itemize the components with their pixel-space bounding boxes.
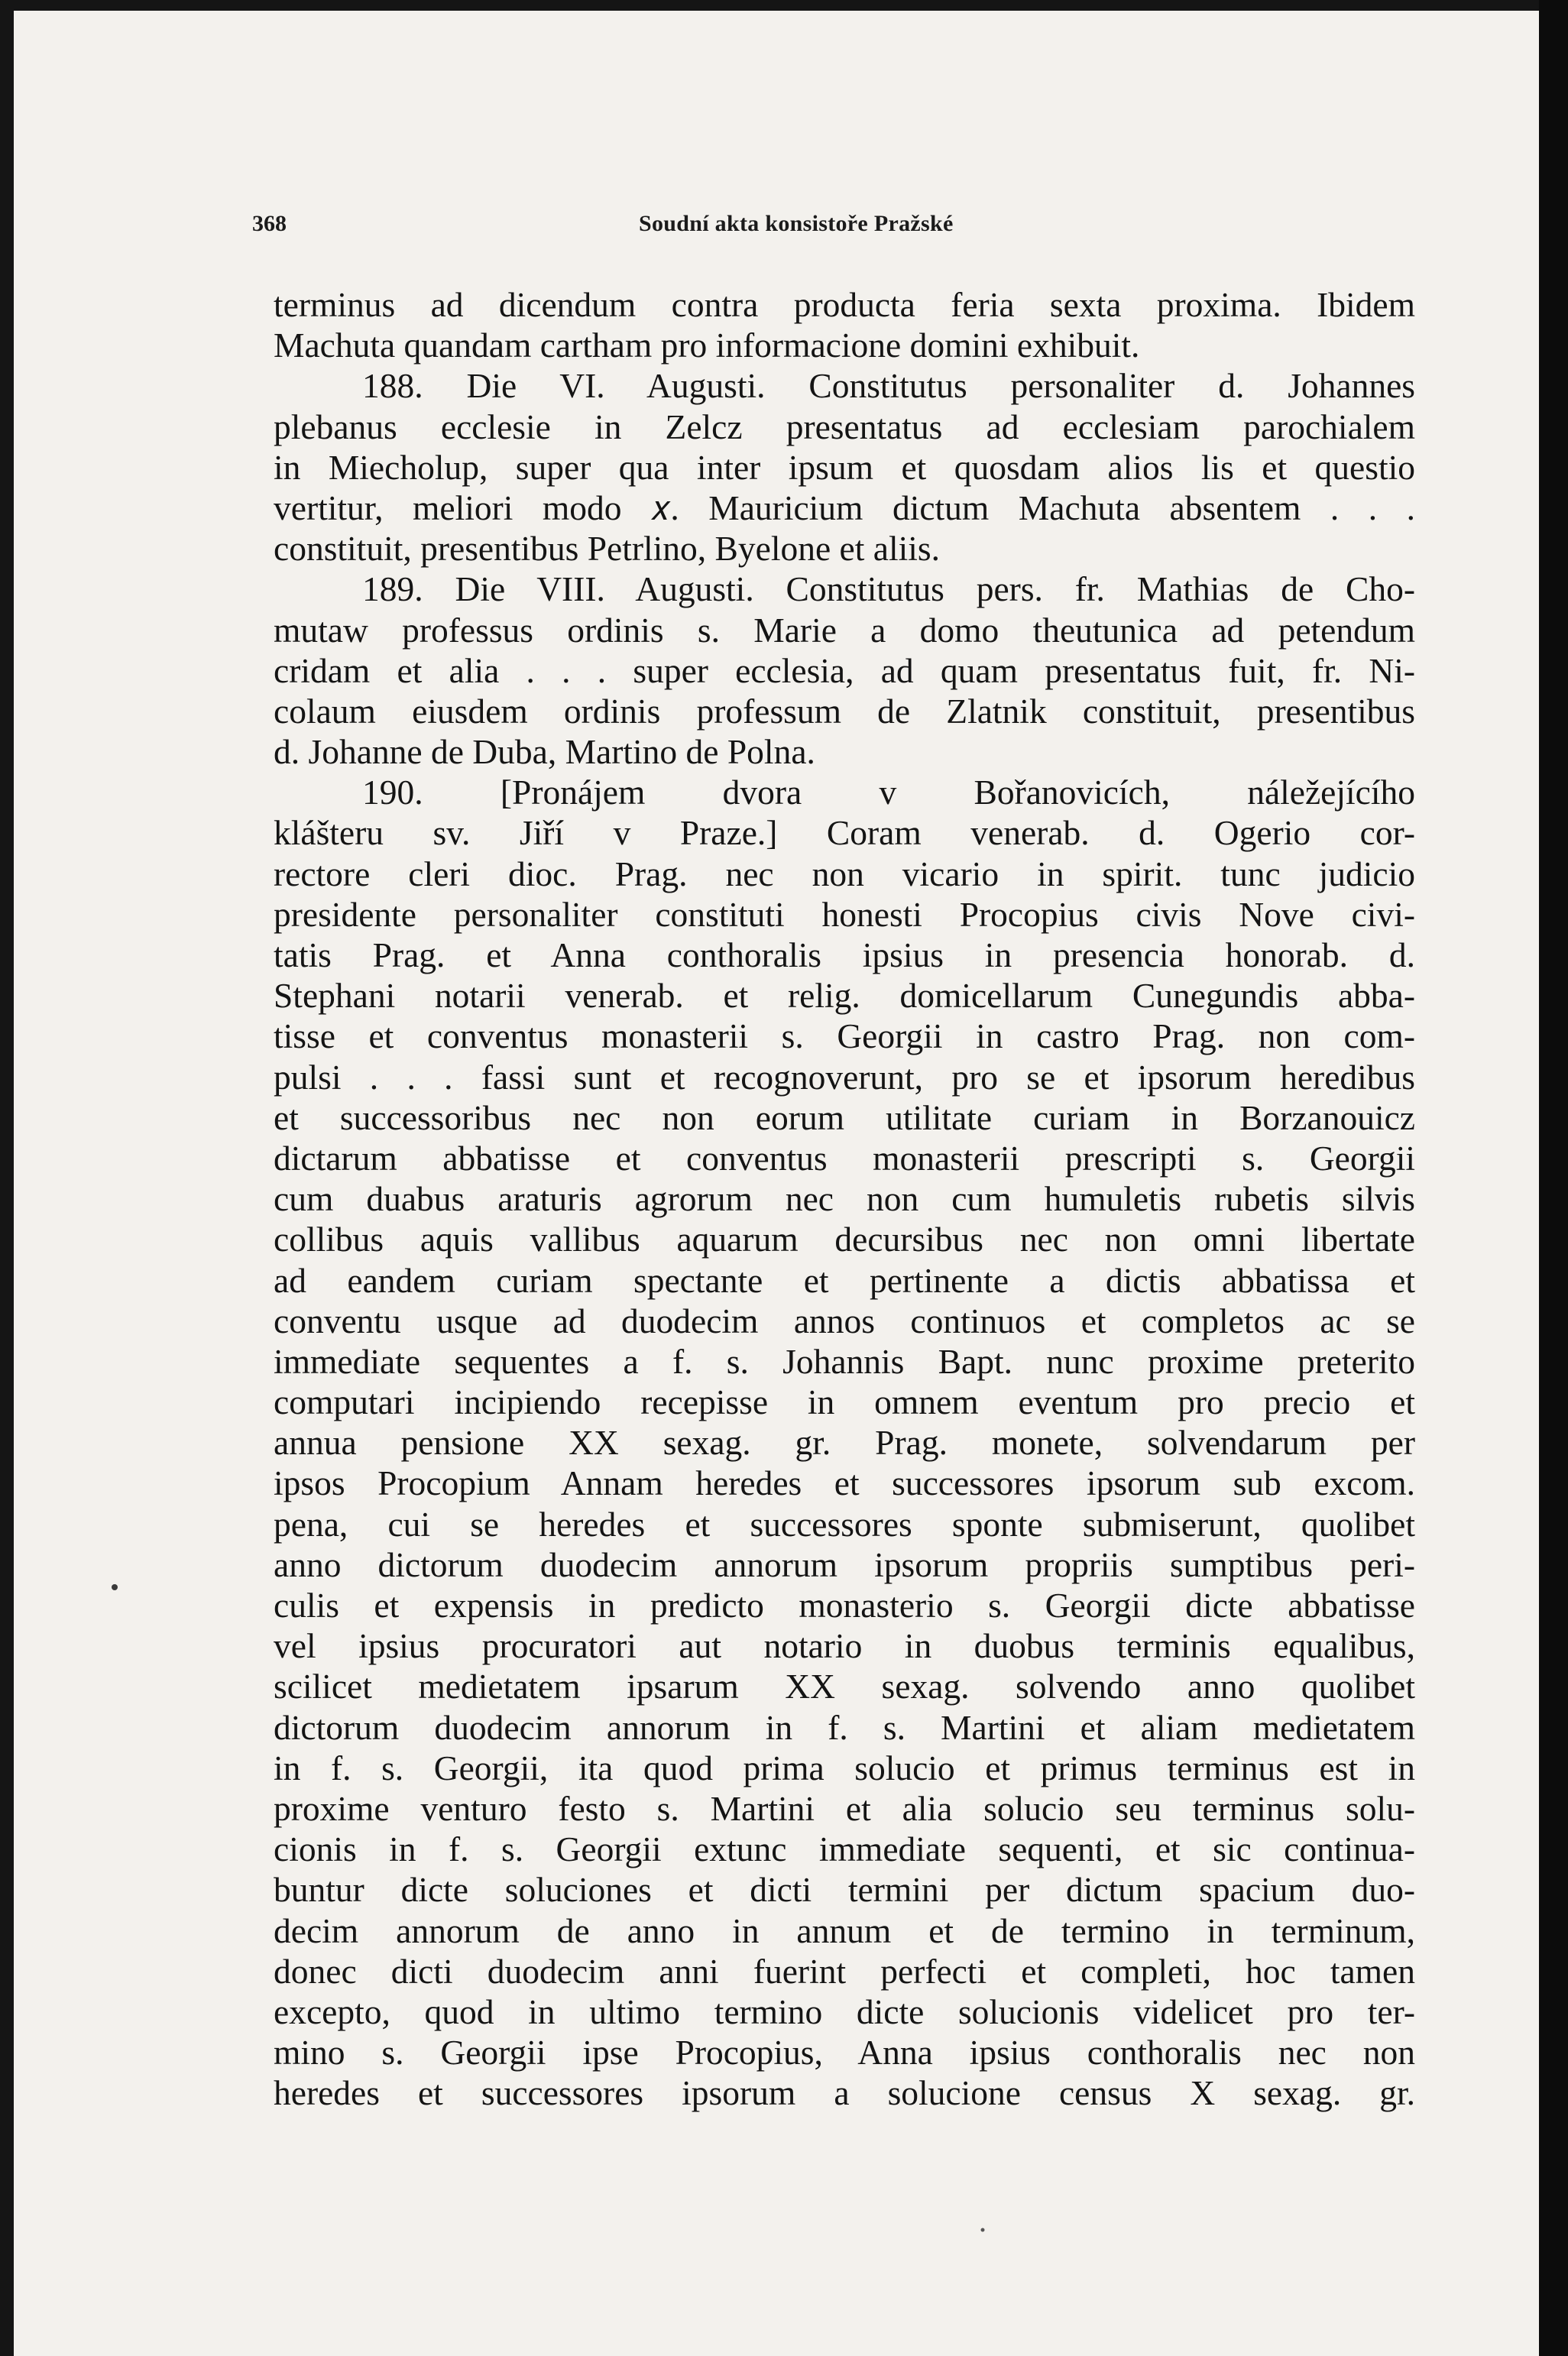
text-line: scilicet medietatem ipsarum XX sexag. solvendo anno quolibet — [274, 1667, 1415, 1706]
text-line: ipsos Procopium Annam heredes et successores ipsorum sub excom. — [274, 1463, 1415, 1503]
text-line: dictorum duodecim annorum in f. s. Martini et aliam medietatem — [274, 1707, 1415, 1747]
text-line: buntur dicte soluciones et dicti termini per dictum spacium duo- — [274, 1870, 1415, 1910]
text-line: cridam et alia . . . super ecclesia, ad quam presentatus fuit, fr. Ni- — [274, 650, 1415, 690]
text-line: in f. s. Georgii, ita quod prima solucio et primus terminus est in — [274, 1748, 1415, 1787]
text-line: cum duabus araturis agrorum nec non cum humuletis rubetis silvis — [274, 1179, 1415, 1219]
text-line: 188. Die VI. Augusti. Constitutus personaliter d. Johannes — [362, 366, 1415, 406]
text-line: excepto, quod in ultimo termino dicte solucionis videlicet pro ter- — [274, 1991, 1415, 2031]
text-line: vel ipsius procuratori aut notario in duobus terminis equalibus, — [274, 1626, 1415, 1666]
text-line: 189. Die VIII. Augusti. Constitutus pers. fr. Mathias de Cho- — [362, 569, 1415, 609]
text-line: Machuta quandam cartham pro informacione domini exhibuit. — [274, 326, 1140, 365]
paper-sheet — [14, 11, 1539, 2356]
text-line: culis et expensis in predicto monasterio s. Georgii dicte abbatisse — [274, 1586, 1415, 1625]
text-line: klášteru sv. Jiří v Praze.] Coram venerab. d. Ogerio cor- — [274, 813, 1415, 853]
page-header — [14, 211, 1539, 241]
text-line: presidente personaliter constituti honesti Procopius civis Nove civi- — [274, 894, 1415, 934]
text-line: heredes et successores ipsorum a solucione census X sexag. gr. — [274, 2073, 1415, 2113]
text-line: collibus aquis vallibus aquarum decursibus nec non omni libertate — [274, 1220, 1415, 1259]
page-number: 368 — [252, 211, 287, 236]
text-line: d. Johanne de Duba, Martino de Polna. — [274, 732, 815, 772]
text-line: computari incipiendo recepisse in omnem eventum pro precio et — [274, 1382, 1415, 1422]
text-line: plebanus ecclesie in Zelcz presentatus ad ecclesiam parochialem — [274, 407, 1415, 446]
text-line: constituit, presentibus Petrlino, Byelone et aliis. — [274, 529, 940, 569]
text-line: decim annorum de anno in annum et de termino in terminum, — [274, 1910, 1415, 1950]
text-line: et successoribus nec non eorum utilitate curiam in Borzanouicz — [274, 1097, 1415, 1137]
text-line: Stephani notarii venerab. et relig. domicellarum Cunegundis abba- — [274, 976, 1415, 1016]
text-line: mino s. Georgii ipse Procopius, Anna ipsius conthoralis nec non — [274, 2033, 1415, 2072]
text-line: terminus ad dicendum contra producta feria sexta proxima. Ibidem — [274, 285, 1415, 324]
text-line: proxime venturo festo s. Martini et alia solucio seu terminus solu- — [274, 1788, 1415, 1828]
text-line: tisse et conventus monasterii s. Georgii in castro Prag. non com- — [274, 1016, 1415, 1056]
text-line: anno dictorum duodecim annorum ipsorum propriis sumptibus peri- — [274, 1544, 1415, 1584]
text-line: mutaw professus ordinis s. Marie a domo theutunica ad petendum — [274, 610, 1415, 650]
text-line: colaum eiusdem ordinis professum de Zlatnik constituit, presentibus — [274, 691, 1415, 731]
text-line: rectore cleri dioc. Prag. nec non vicario in spirit. tunc judicio — [274, 854, 1415, 893]
running-title: Soudní akta konsistoře Pražské — [639, 211, 954, 236]
text-line: conventu usque ad duodecim annos continuos et completos ac se — [274, 1301, 1415, 1340]
text-line: tatis Prag. et Anna conthoralis ipsius in presencia honorab. d. — [274, 935, 1415, 974]
text-line: immediate sequentes a f. s. Johannis Bapt. nunc proxime preterito — [274, 1341, 1415, 1381]
speck-dot — [981, 2228, 985, 2232]
text-line: pena, cui se heredes et successores sponte submiserunt, quolibet — [274, 1504, 1415, 1544]
text-line: cionis in f. s. Georgii extunc immediate sequenti, et sic continua- — [274, 1829, 1415, 1869]
body-text — [274, 284, 1415, 2113]
text-line: in Miecholup, super qua inter ipsum et quosdam alios lis et questio — [274, 447, 1415, 487]
text-line: dictarum abbatisse et conventus monasterii prescripti s. Georgii — [274, 1138, 1415, 1178]
text-line: donec dicti duodecim anni fuerint perfecti et completi, hoc tamen — [274, 1951, 1415, 1991]
text-line: pulsi . . . fassi sunt et recognoverunt, pro se et ipsorum heredibus — [274, 1057, 1415, 1097]
text-line: ad eandem curiam spectante et pertinente a dictis abbatissa et — [274, 1260, 1415, 1300]
text-line: 190. [Pronájem dvora v Bořanovicích, náležejícího — [362, 773, 1415, 812]
text-line: annua pensione XX sexag. gr. Prag. monete, solvendarum per — [274, 1423, 1415, 1463]
speck-dot — [112, 1584, 118, 1590]
text-line: vertitur, meliori modo 𝑥. Mauricium dictum Machuta absentem . . . — [274, 488, 1415, 527]
scan-border — [1539, 0, 1568, 2356]
